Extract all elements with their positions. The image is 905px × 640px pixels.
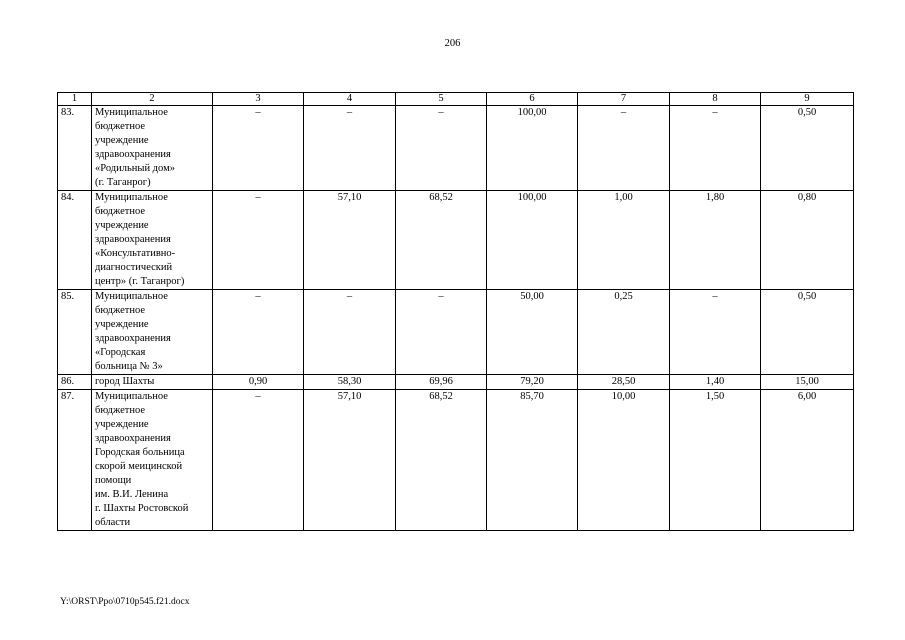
table-row — [58, 191, 854, 290]
value-cell: 50,00 — [487, 290, 578, 375]
institution-name-line: здравоохранения — [95, 333, 171, 344]
row-number: 85. — [58, 290, 92, 375]
row-number: 84. — [58, 191, 92, 290]
column-header: 9 — [761, 93, 854, 106]
institution-name-line: скорой меицинской — [95, 461, 183, 472]
column-header: 5 — [396, 93, 487, 106]
value-cell: – — [213, 191, 304, 290]
data-table — [57, 92, 854, 531]
value-cell: 58,30 — [304, 375, 396, 390]
institution-name-line: им. В.И. Ленина — [95, 489, 169, 500]
value-cell: 100,00 — [487, 106, 578, 191]
column-header: 1 — [58, 93, 92, 106]
institution-name-line: Муниципальное — [95, 391, 168, 402]
value-cell: – — [213, 290, 304, 375]
value-cell: – — [213, 106, 304, 191]
institution-name — [92, 390, 213, 531]
value-cell: – — [304, 290, 396, 375]
file-path-footer: Y:\ORST\Ppo\0710p545.f21.docx — [60, 597, 190, 607]
column-header: 3 — [213, 93, 304, 106]
row-number: 83. — [58, 106, 92, 191]
institution-name — [92, 106, 213, 191]
value-cell: 1,00 — [578, 191, 670, 290]
institution-name-line: бюджетное — [95, 305, 146, 316]
institution-name-line: области — [95, 517, 131, 528]
value-cell: 85,70 — [487, 390, 578, 531]
column-header: 8 — [670, 93, 761, 106]
institution-name-line: больница № 3» — [95, 361, 163, 372]
table-body — [58, 106, 854, 531]
value-cell: 15,00 — [761, 375, 854, 390]
value-cell: 0,50 — [761, 290, 854, 375]
institution-name-line: здравоохранения — [95, 433, 171, 444]
value-cell: – — [578, 106, 670, 191]
value-cell: 0,90 — [213, 375, 304, 390]
institution-name-line: здравоохранения — [95, 234, 171, 245]
institution-name-line: город Шахты — [95, 376, 155, 387]
institution-name-line: учреждение — [95, 220, 149, 231]
institution-name-line: г. Шахты Ростовской — [95, 503, 189, 514]
value-cell: 6,00 — [761, 390, 854, 531]
value-cell: 57,10 — [304, 191, 396, 290]
institution-name — [92, 290, 213, 375]
institution-name-line: бюджетное — [95, 121, 146, 132]
institution-name-line: «Городская — [95, 347, 146, 358]
value-cell: 1,50 — [670, 390, 761, 531]
institution-name-line: (г. Таганрог) — [95, 177, 151, 188]
table-row — [58, 375, 854, 390]
institution-name-line: учреждение — [95, 135, 149, 146]
value-cell: 0,25 — [578, 290, 670, 375]
value-cell: 69,96 — [396, 375, 487, 390]
page-number: 206 — [444, 38, 461, 49]
institution-name-line: бюджетное — [95, 206, 146, 217]
column-header: 6 — [487, 93, 578, 106]
institution-name-line: здравоохранения — [95, 149, 171, 160]
value-cell: 79,20 — [487, 375, 578, 390]
institution-name — [92, 375, 213, 390]
table-row — [58, 290, 854, 375]
column-header: 4 — [304, 93, 396, 106]
table-row — [58, 106, 854, 191]
institution-name-line: «Консультативно- — [95, 248, 176, 259]
institution-name-line: Муниципальное — [95, 291, 168, 302]
value-cell: 68,52 — [396, 390, 487, 531]
value-cell: 100,00 — [487, 191, 578, 290]
institution-name-line: Муниципальное — [95, 107, 168, 118]
value-cell: – — [670, 290, 761, 375]
value-cell: – — [670, 106, 761, 191]
value-cell: 0,80 — [761, 191, 854, 290]
value-cell: 28,50 — [578, 375, 670, 390]
institution-name-line: бюджетное — [95, 405, 146, 416]
institution-name-line: учреждение — [95, 319, 149, 330]
institution-name-line: помощи — [95, 475, 132, 486]
table-row — [58, 390, 854, 531]
institution-name-line: учреждение — [95, 419, 149, 430]
value-cell: – — [213, 390, 304, 531]
institution-name — [92, 191, 213, 290]
column-header: 2 — [92, 93, 213, 106]
institution-name-line: центр» (г. Таганрог) — [95, 276, 185, 287]
value-cell: 10,00 — [578, 390, 670, 531]
value-cell: 1,80 — [670, 191, 761, 290]
column-header: 7 — [578, 93, 670, 106]
value-cell: – — [304, 106, 396, 191]
institution-name-line: Муниципальное — [95, 192, 168, 203]
value-cell: 68,52 — [396, 191, 487, 290]
value-cell: – — [396, 290, 487, 375]
value-cell: 1,40 — [670, 375, 761, 390]
institution-name-line: «Родильный дом» — [95, 163, 175, 174]
row-number: 87. — [58, 390, 92, 531]
table-header-row — [58, 93, 854, 106]
value-cell: 0,50 — [761, 106, 854, 191]
institution-name-line: Городская больница — [95, 447, 185, 458]
value-cell: – — [396, 106, 487, 191]
row-number: 86. — [58, 375, 92, 390]
institution-name-line: диагностический — [95, 262, 173, 273]
value-cell: 57,10 — [304, 390, 396, 531]
